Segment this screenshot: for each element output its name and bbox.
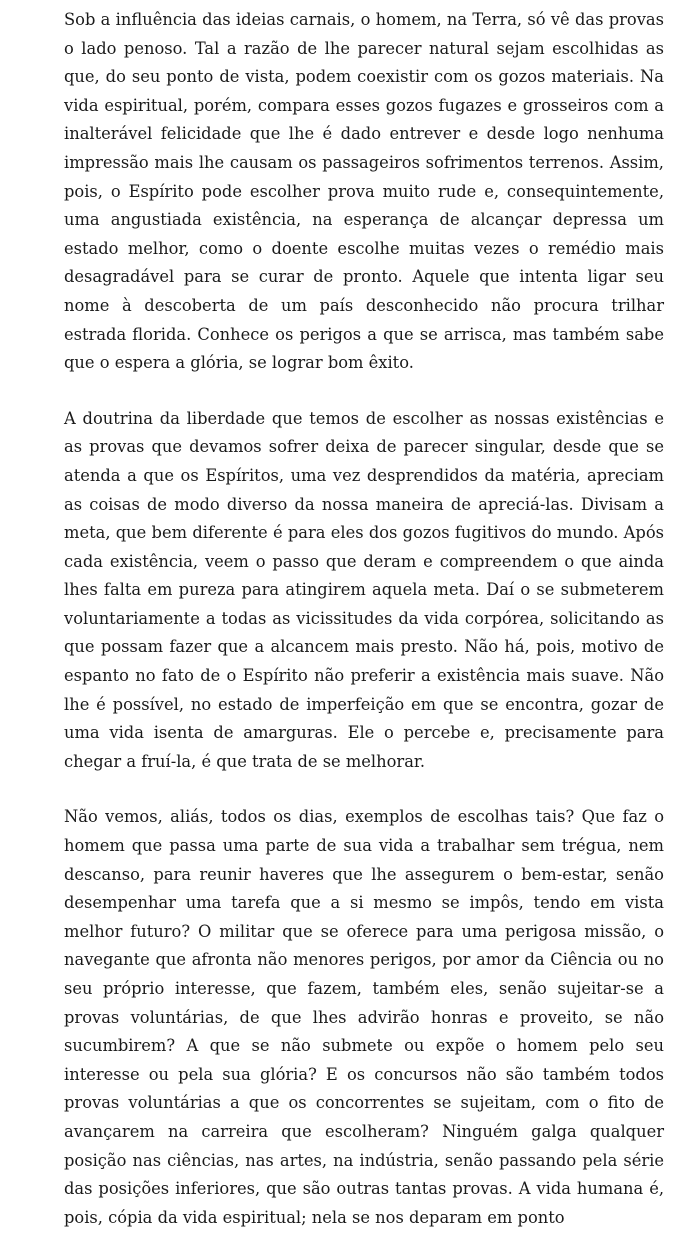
paragraph-3: Não vemos, aliás, todos os dias, exemplos de escolhas tais? Que faz o homem que passa uma parte de sua vida a trabalhar sem trégua, nem descanso, para reunir haveres que lhe assegurem o bem-estar, senão desempenhar uma tarefa que a si mesmo se impôs, tendo em vista melhor futuro? O militar que se oferece para uma perigosa missão, o navegante que afronta não menores perigos, por amor da Ciência ou no seu próprio interesse, que fazem, também eles, senão sujeitar-se a provas voluntárias, de que lhes advirão honras e proveito, se não sucumbirem? A que se não submete ou expõe o homem pelo seu interesse ou pela sua glória? E os concursos não são também todos provas voluntárias a que os concorrentes se sujeitam, com o fito de avançarem na carreira que escolheram? Ninguém galga qualquer posição nas ciências, nas artes, na indústria, senão passando pela série das posições inferiores, que são outras tantas provas. A vida humana é, pois, cópia da vida espiritual; nela se nos deparam em ponto [64, 807, 664, 1227]
paragraph-1: Sob a influência das ideias carnais, o homem, na Terra, só vê das provas o lado penoso. Tal a razão de lhe parecer natural sejam escolhidas as que, do seu ponto de vista, podem coexistir com os gozos materiais. Na vida espiritual, porém, compara esses gozos fugazes e grosseiros com a inalterável felicidade que lhe é dado entrever e desde logo nenhuma impressão mais lhe causam os passageiros sofrimentos terrenos. Assim, pois, o Espírito pode escolher prova muito rude e, consequintemente, uma angustiada existência, na esperança de alcançar depressa um estado melhor, como o doente escolhe muitas vezes o remédio mais desagradável para se curar de pronto. Aquele que intenta ligar seu nome à descoberta de um país desconhecido não procura trilhar estrada florida. Conhece os perigos a que se arrisca, mas também sabe que o espera a glória, se lograr bom êxito. [64, 10, 664, 373]
paragraph-2: A doutrina da liberdade que temos de escolher as nossas existências e as provas que devamos sofrer deixa de parecer singular, desde que se atenda a que os Espíritos, uma vez desprendidos da matéria, apreciam as coisas de modo diverso da nossa maneira de apreciá-las. Divisam a meta, que bem diferente é para eles dos gozos fugitivos do mundo. Após cada existência, veem o passo que deram e compreendem o que ainda lhes falta em pureza para atingirem aquela meta. Daí o se submeterem voluntariamente a todas as vicissitudes da vida corpórea, solicitando as que possam fazer que a alcancem mais presto. Não há, pois, motivo de espanto no fato de o Espírito não preferir a existência mais suave. Não lhe é possível, no estado de imperfeição em que se encontra, gozar de uma vida isenta de amarguras. Ele o percebe e, precisamente para chegar a fruí-la, é que trata de se melhorar. [64, 408, 664, 771]
document-page [64, 6, 664, 1259]
